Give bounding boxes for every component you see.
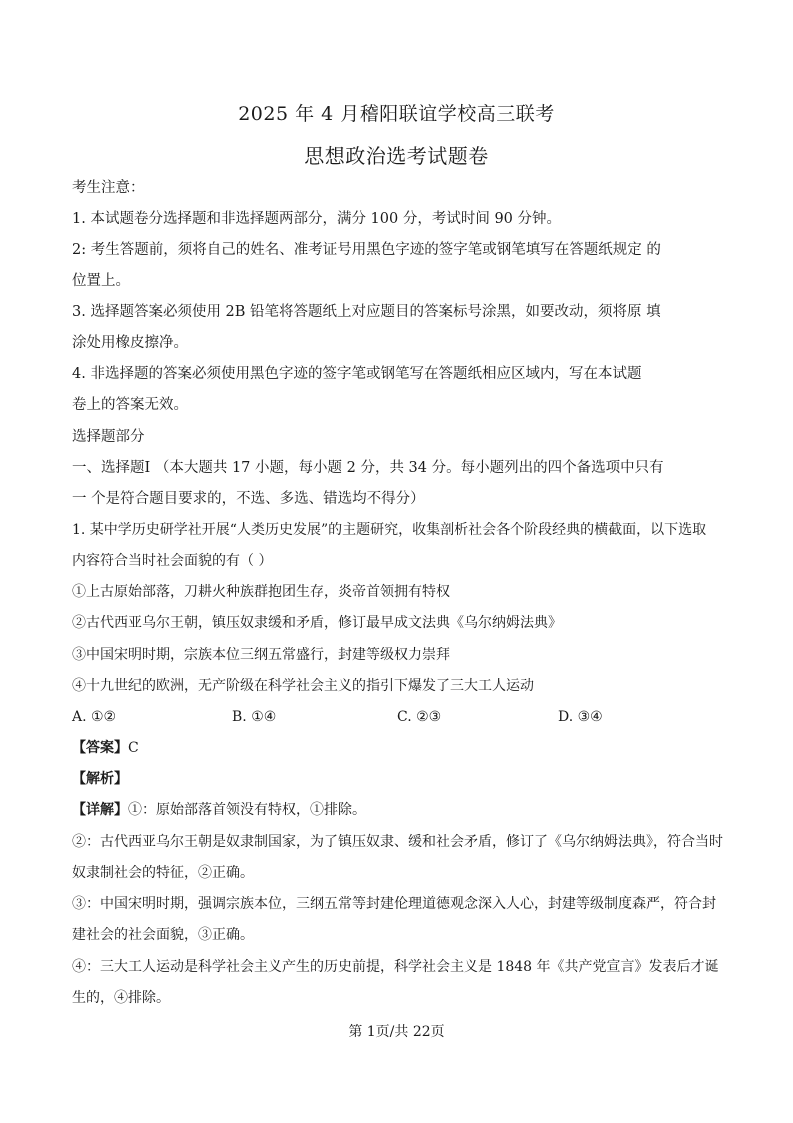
- analysis-line: 建社会的社会面貌，③正确。: [72, 927, 254, 943]
- notice-line: 位置上。: [72, 273, 130, 289]
- analysis-line: ③：中国宋明时期，强调宗族本位，三纲五常等封建伦理道德观念深入人心，封建等级制度森严，符合封: [72, 896, 716, 912]
- notice-line: 4. 非选择题的答案必须使用黑色字迹的签字笔或钢笔写在答题纸相应区域内，写在本试题: [72, 366, 642, 382]
- question-item: ③中国宋明时期，宗族本位三纲五常盛行，封建等级权力崇拜: [72, 647, 450, 663]
- analysis-line: ④：三大工人运动是科学社会主义产生的历史前提，科学社会主义是 1848 年《共产党宣言》发表后才诞: [72, 959, 719, 975]
- exam-title: 2025 年 4 月稽阳联谊学校高三联考: [238, 103, 555, 125]
- notice-line: 3. 选择题答案必须使用 2B 铅笔将答题纸上对应题目的答案标号涂黑，如要改动，须将原 填: [72, 304, 661, 320]
- option-a: A. ①②: [72, 709, 117, 725]
- question-stem: 内容符合当时社会面貌的有（ ）: [72, 553, 273, 569]
- notice-line: 2: 考生答题前，须将自己的姓名、准考证号用黑色字迹的签字笔或钢笔填写在答题纸规定 的: [72, 242, 661, 258]
- detail-row: [72, 800, 366, 820]
- detail-label: 【详解】: [72, 802, 128, 818]
- section-heading: 一 个是符合题目要求的，不选、多选、错选均不得分）: [72, 491, 425, 507]
- notice-line: 卷上的答案无效。: [72, 397, 188, 413]
- notice-heading: 考生注意：: [72, 180, 145, 196]
- notice-line: 1. 本试题卷分选择题和非选择题两部分，满分 100 分，考试时间 90 分钟。: [72, 211, 562, 227]
- notice-line: 涂处用橡皮擦净。: [72, 335, 188, 351]
- analysis-line: ②：古代西亚乌尔王朝是奴隶制国家，为了镇压奴隶、缓和社会矛盾，修订了《乌尔纳姆法典》，符合当时: [72, 834, 723, 850]
- analysis-line: ①：原始部落首领没有特权，①排除。: [128, 802, 366, 818]
- page-number: 第 1页/共 22页: [348, 1024, 445, 1040]
- question-item: ①上古原始部落，刀耕火种族群抱团生存，炎帝首领拥有特权: [72, 584, 450, 600]
- exam-subtitle: 思想政治选考试题卷: [304, 144, 489, 168]
- option-d: D. ③④: [558, 709, 603, 725]
- question-item: ④十九世纪的欧洲，无产阶级在科学社会主义的指引下爆发了三大工人运动: [72, 678, 534, 694]
- analysis-line: 奴隶制社会的特征，②正确。: [72, 865, 254, 881]
- question-stem: 1. 某中学历史研学社开展“人类历史发展”的主题研究，收集剖析社会各个阶段经典的横截面，以下选取: [72, 522, 707, 538]
- section-part: 选择题部分: [72, 429, 145, 445]
- analysis-label: 【解析】: [72, 771, 128, 787]
- option-c: C. ②③: [397, 709, 442, 725]
- answer-value: C: [128, 740, 139, 756]
- answer-label: 【答案】: [72, 740, 128, 756]
- section-heading: 一、选择题Ⅰ （本大题共 17 小题，每小题 2 分，共 34 分。每小题列出的四个备选项中只有: [72, 460, 664, 476]
- question-item: ②古代西亚乌尔王朝，镇压奴隶缓和矛盾，修订最早成文法典《乌尔纳姆法典》: [72, 615, 562, 631]
- answer-row: [72, 738, 139, 758]
- option-b: B. ①④: [232, 709, 277, 725]
- analysis-line: 生的，④排除。: [72, 990, 170, 1006]
